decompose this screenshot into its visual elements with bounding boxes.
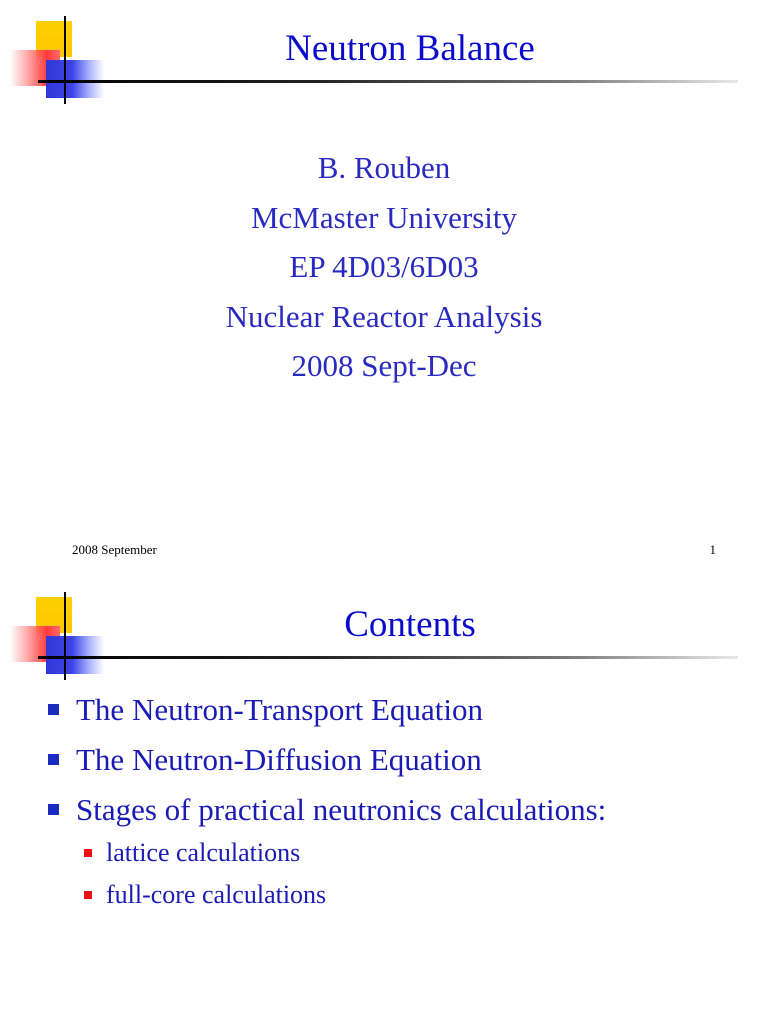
- list-item: [48, 790, 606, 830]
- page-number: 1: [709, 542, 716, 557]
- term: 2008 Sept-Dec: [291, 348, 477, 383]
- logo-blue-square: [46, 60, 104, 98]
- slide-title: Contents: [344, 604, 476, 645]
- list-item-text: The Neutron-Diffusion Equation: [76, 742, 482, 777]
- logo-horizontal-rule: [38, 80, 738, 83]
- slide-2: [0, 576, 768, 1024]
- sub-list-item-text: full-core calculations: [106, 880, 327, 909]
- logo-horizontal-rule: [38, 656, 738, 659]
- logo-vertical-rule: [64, 16, 66, 104]
- sub-bullet-square-icon: [84, 849, 92, 857]
- footer-date: 2008 September: [72, 542, 157, 557]
- course-title: Nuclear Reactor Analysis: [225, 298, 543, 334]
- list-item-text: The Neutron-Transport Equation: [76, 692, 483, 727]
- slide-title: Neutron Balance: [285, 28, 535, 69]
- bullet-square-icon: [48, 804, 59, 815]
- sub-bullet-square-icon: [84, 891, 92, 899]
- list-item-text: Stages of practical neutronics calculations:: [76, 792, 607, 827]
- list-item: [48, 740, 482, 780]
- author-info-block: [0, 146, 768, 394]
- logo-blue-square: [46, 636, 104, 674]
- sub-list-item-text: lattice calculations: [106, 838, 301, 867]
- logo-vertical-rule: [64, 592, 66, 680]
- author-name: B. Rouben: [317, 150, 451, 185]
- bullet-square-icon: [48, 704, 59, 715]
- sub-list-item: [84, 836, 300, 870]
- sub-list-item: [84, 878, 326, 912]
- institution: McMaster University: [250, 199, 518, 235]
- bullet-square-icon: [48, 754, 59, 765]
- course-code: EP 4D03/6D03: [289, 249, 479, 284]
- list-item: [48, 690, 483, 730]
